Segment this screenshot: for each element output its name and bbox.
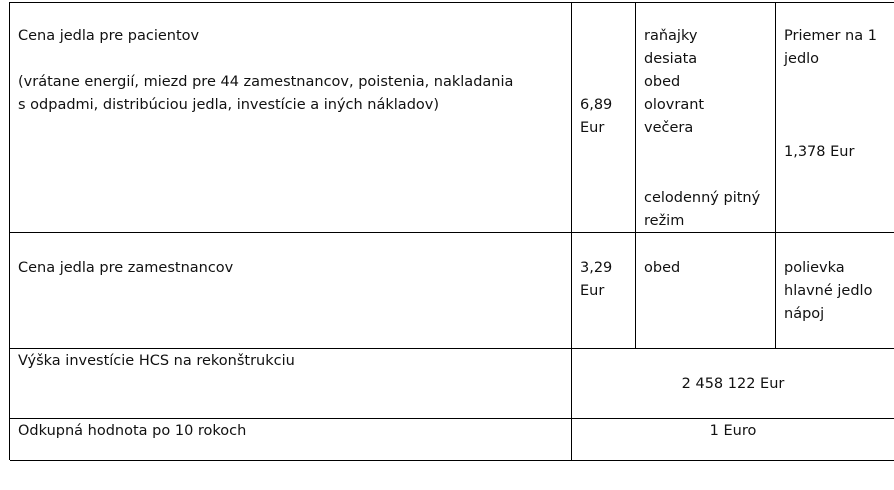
patients-price-value: 6,89 [580,97,613,113]
menu-item: polievka [784,260,845,276]
buyout-value-cell [572,419,894,461]
average-value: 1,378 Eur [784,144,855,160]
buyout-value: 1 Euro [709,423,757,439]
employees-price-value: 3,29 [580,260,613,276]
employees-meal: obed [644,260,681,276]
drink-regime-line2: režim [644,213,685,229]
meal-item: obed [644,74,681,90]
employees-items-cell [776,233,894,349]
buyout-label-cell [10,419,572,461]
patients-price-unit: Eur [580,120,605,136]
buyout-label: Odkupná hodnota po 10 rokoch [18,423,247,439]
patients-note-line2: s odpadmi, distribúciou jedla, investície a iných nákladov) [18,97,440,113]
employees-meal-cell [636,233,776,349]
meal-item: večera [644,120,694,136]
employees-description-cell [10,233,572,349]
patients-description-cell [10,3,572,233]
average-label-line2: jedlo [784,51,820,67]
employees-price-cell [572,233,636,349]
employees-price-unit: Eur [580,283,605,299]
meal-item: raňajky [644,28,698,44]
menu-item: nápoj [784,306,825,322]
meal-item: olovrant [644,97,705,113]
patients-title: Cena jedla pre pacientov [18,28,200,44]
average-label-line1: Priemer na 1 [784,28,877,44]
meal-cost-table [9,2,894,460]
patients-price-cell [572,3,636,233]
investment-label: Výška investície HCS na rekonštrukciu [18,353,295,369]
patients-meals-cell [636,3,776,233]
investment-value: 2 458 122 Eur [681,376,785,392]
patients-note-line1: (vrátane energií, miezd pre 44 zamestnancov, poistenia, nakladania [18,74,514,90]
meal-item: desiata [644,51,698,67]
investment-value-cell [572,349,894,419]
drink-regime-line1: celodenný pitný [644,190,761,206]
menu-item: hlavné jedlo [784,283,873,299]
employees-title: Cena jedla pre zamestnancov [18,260,234,276]
investment-label-cell [10,349,572,419]
patients-average-cell [776,3,894,233]
